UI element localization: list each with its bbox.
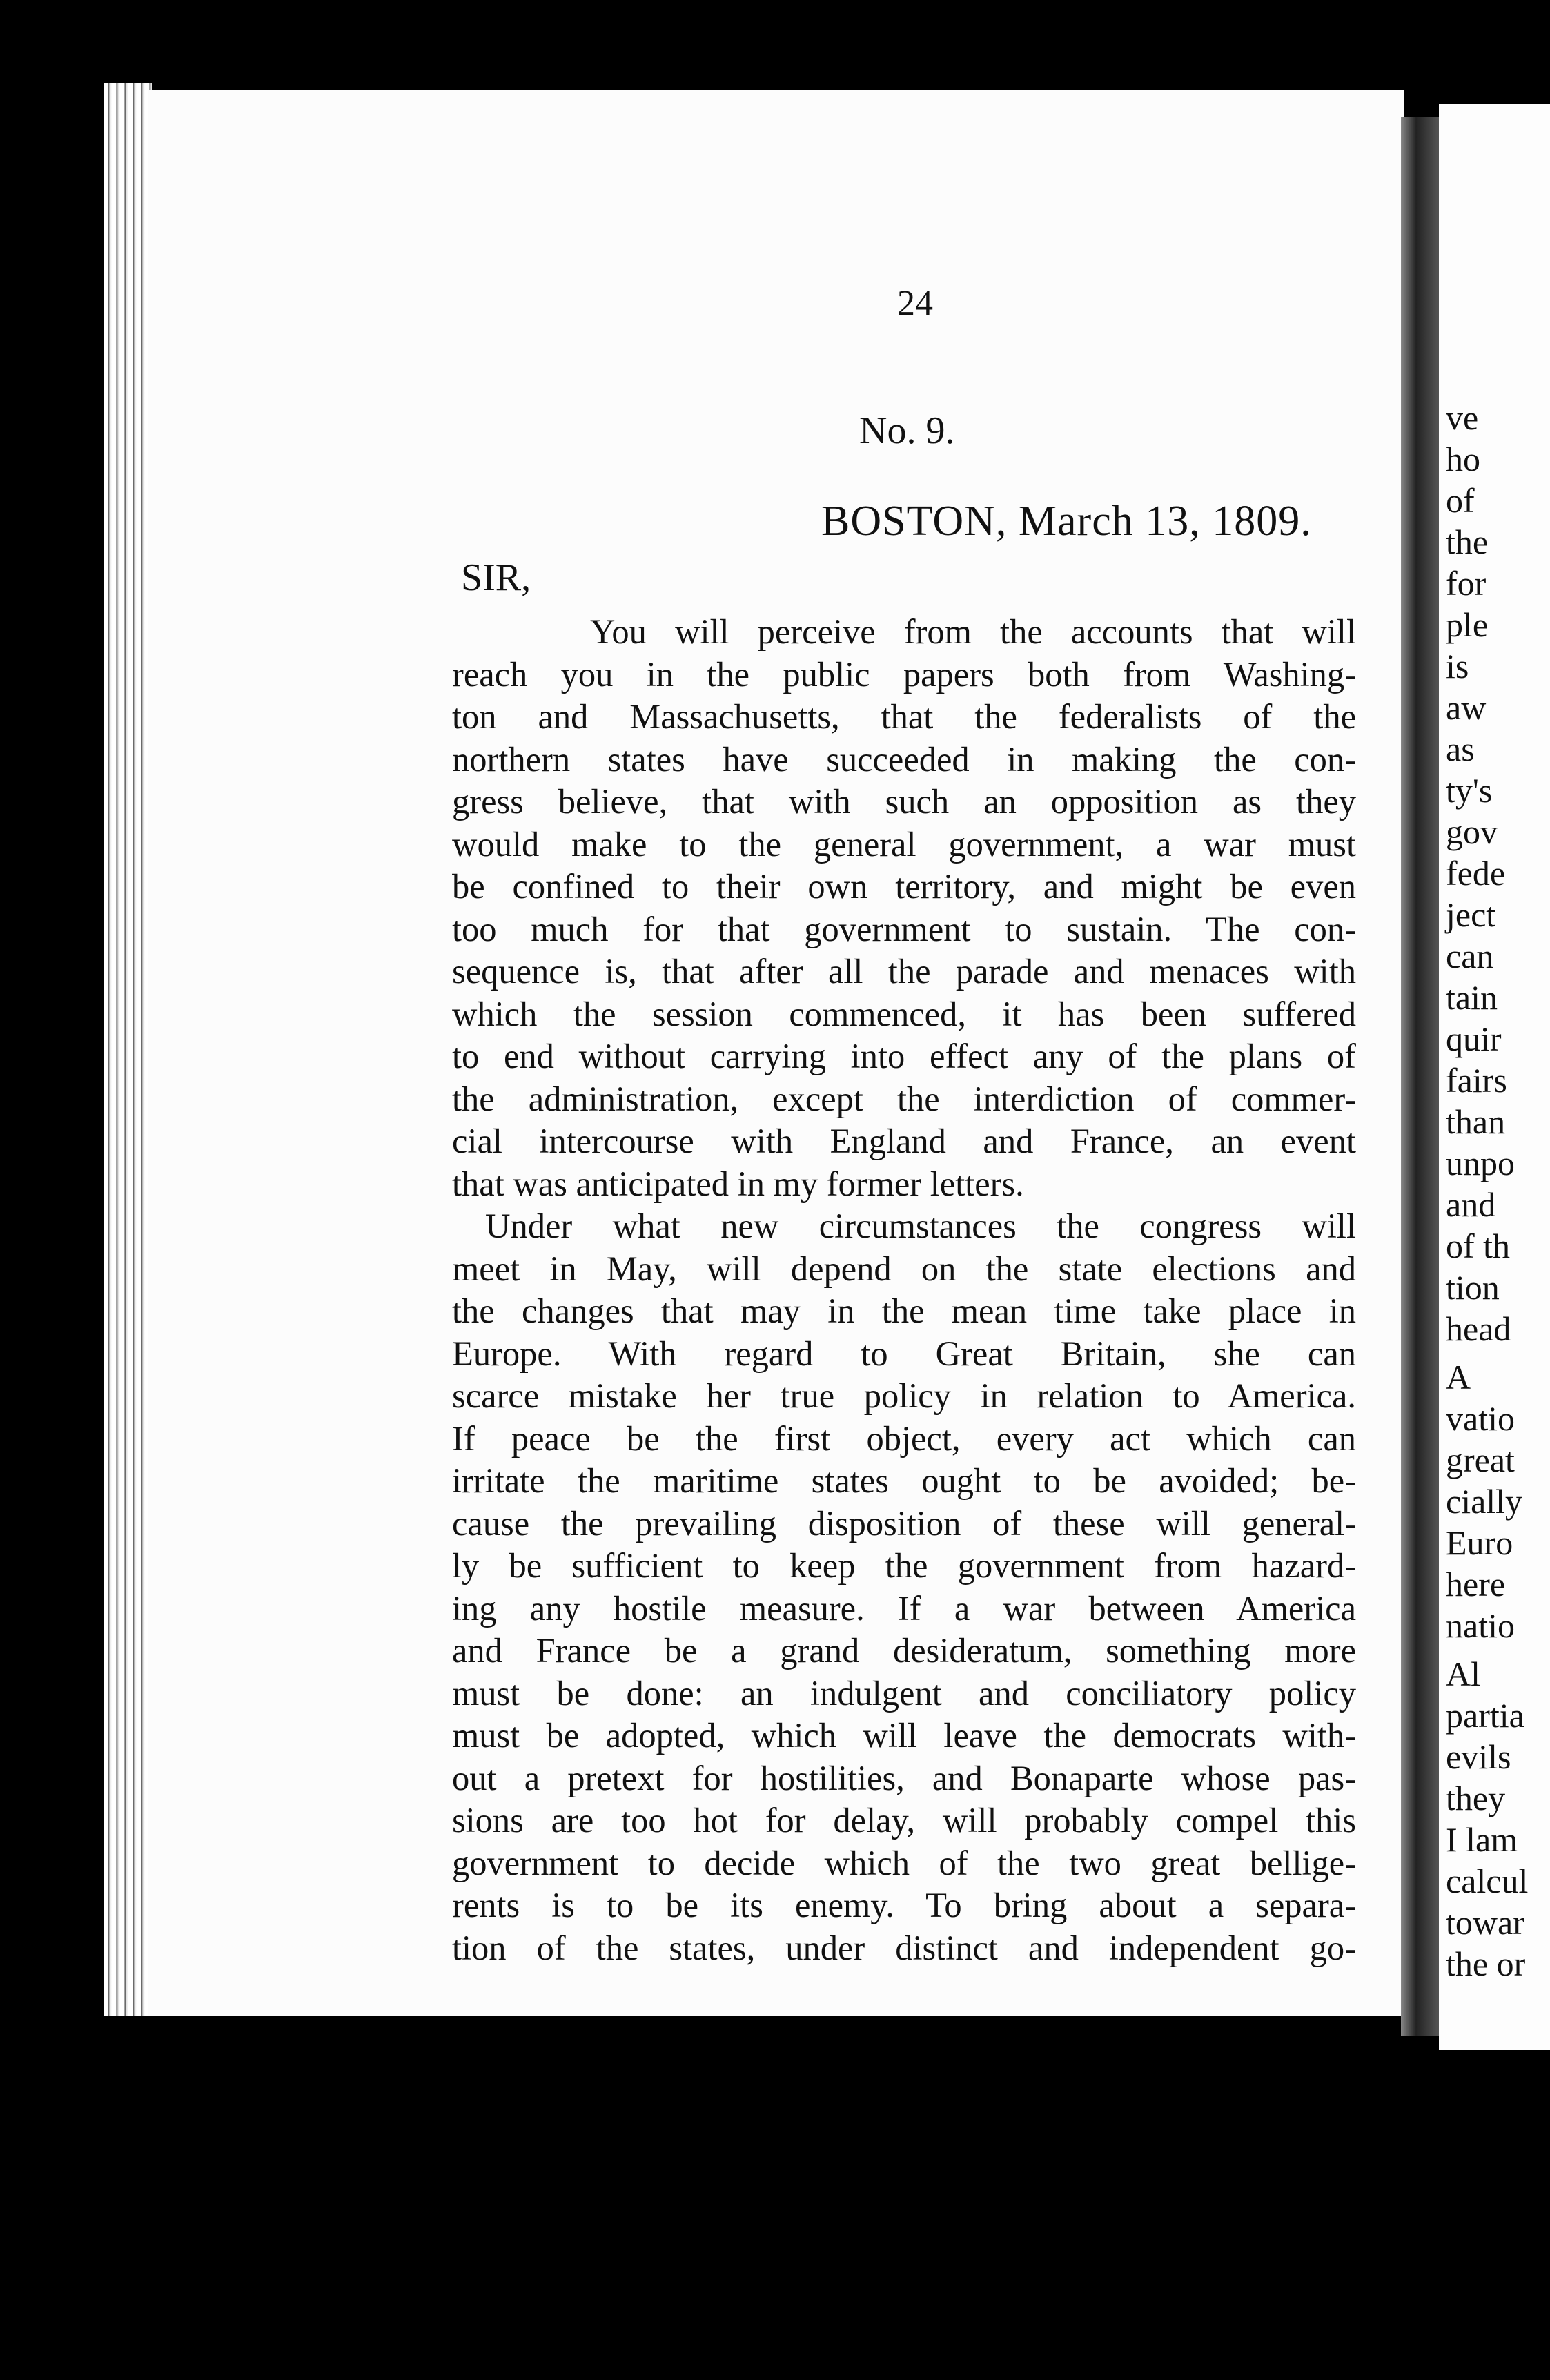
- right-page-fragment: [1439, 104, 1550, 2050]
- fragment-line: here: [1446, 1565, 1506, 1603]
- fragment-line: natio: [1446, 1606, 1515, 1645]
- page-edge: [104, 83, 152, 2016]
- text-line: reach you in the public papers both from Washing-: [452, 654, 1356, 694]
- fragment-line: than: [1446, 1102, 1506, 1141]
- text-line: northern states have succeeded in making the con-: [452, 739, 1356, 779]
- fragment-line: and: [1446, 1185, 1496, 1224]
- fragment-line: great: [1446, 1441, 1515, 1479]
- fragment-line: quir: [1446, 1020, 1502, 1058]
- fragment-line: partia: [1446, 1696, 1524, 1735]
- paragraph-1: [452, 611, 1356, 1205]
- text-line: cial intercourse with England and France, an event: [452, 1122, 1356, 1160]
- letter-body: [452, 611, 1356, 1969]
- fragment-line: evils: [1446, 1737, 1511, 1776]
- paragraph-2: [452, 1205, 1356, 1969]
- text-line: You will perceive from the accounts that will: [590, 612, 1356, 651]
- fragment-line: ple: [1446, 605, 1489, 644]
- text-line: irritate the maritime states ought to be avoided; be-: [452, 1461, 1356, 1500]
- fragment-line: A: [1446, 1358, 1471, 1396]
- text-line: out a pretext for hostilities, and Bonaparte whose pas-: [452, 1758, 1356, 1797]
- fragment-line: gov: [1446, 812, 1498, 851]
- fragment-line: of th: [1446, 1227, 1511, 1265]
- text-line: which the session commenced, it has been suffered: [452, 994, 1356, 1033]
- text-line: must be adopted, which will leave the democrats with-: [452, 1716, 1356, 1755]
- fragment-line: cially: [1446, 1482, 1523, 1521]
- fragment-line: I lam: [1446, 1820, 1518, 1859]
- fragment-line: tain: [1446, 978, 1498, 1017]
- fragment-line: head: [1446, 1309, 1511, 1348]
- text-line: cause the prevailing disposition of these will general-: [452, 1503, 1356, 1543]
- fragment-line: ho: [1446, 440, 1480, 478]
- text-line: too much for that government to sustain. The con-: [452, 909, 1356, 948]
- fragment-line: of: [1446, 481, 1475, 520]
- text-line: the administration, except the interdiction of commer-: [452, 1079, 1356, 1118]
- fragment-line: as: [1446, 730, 1475, 768]
- text-line: If peace be the first object, every act which can: [452, 1418, 1356, 1458]
- fragment-line: aw: [1446, 688, 1487, 727]
- dateline: BOSTON, March 13, 1809.: [821, 498, 1312, 545]
- text-line: to end without carrying into effect any of the plans of: [452, 1037, 1356, 1075]
- fragment-line: is: [1446, 647, 1469, 685]
- text-line: government to decide which of the two great bellige-: [452, 1843, 1356, 1882]
- fragment-line: Euro: [1446, 1523, 1513, 1562]
- fragment-line: fede: [1446, 854, 1506, 892]
- text-line: sions are too hot for delay, will probably compel this: [452, 1801, 1356, 1840]
- letter-number: No. 9.: [859, 409, 955, 452]
- text-line: and France be a grand desideratum, something more: [452, 1631, 1356, 1670]
- fragment-line: Al: [1446, 1655, 1480, 1693]
- text-line: gress believe, that with such an opposition as they: [452, 782, 1356, 821]
- fragment-line: ty's: [1446, 771, 1493, 810]
- fragment-line: calcul: [1446, 1862, 1529, 1900]
- fragment-line: for: [1446, 564, 1487, 603]
- text-line: tion of the states, under distinct and independent go-: [452, 1928, 1356, 1967]
- text-line: ly be sufficient to keep the government from hazard-: [452, 1546, 1356, 1585]
- text-line: the changes that may in the mean time take place in: [452, 1291, 1356, 1330]
- text-line: would make to the general government, a war must: [452, 824, 1356, 864]
- fragment-line: ve: [1446, 398, 1479, 437]
- fragment-line: can: [1446, 937, 1494, 975]
- text-line: Under what new circumstances the congress will: [485, 1207, 1356, 1245]
- salutation: SIR,: [461, 556, 531, 599]
- fragment-line: towar: [1446, 1903, 1524, 1942]
- fragment-line: unpo: [1446, 1144, 1515, 1182]
- fragment-line: fairs: [1446, 1061, 1507, 1100]
- text-line: be confined to their own territory, and might be even: [452, 867, 1356, 906]
- fragment-line: vatio: [1446, 1399, 1515, 1438]
- book-gutter: [1401, 117, 1439, 2036]
- fragment-line: they: [1446, 1779, 1506, 1817]
- text-line: that was anticipated in my former letters.: [452, 1164, 1024, 1203]
- text-line: rents is to be its enemy. To bring about a separa-: [452, 1886, 1356, 1924]
- text-line: Europe. With regard to Great Britain, she can: [452, 1334, 1356, 1373]
- page-number: 24: [897, 284, 933, 323]
- text-line: ing any hostile measure. If a war between America: [452, 1588, 1356, 1628]
- fragment-line: tion: [1446, 1268, 1500, 1307]
- text-line: sequence is, that after all the parade and menaces with: [452, 952, 1356, 991]
- fragment-line: the or: [1446, 1944, 1526, 1983]
- fragment-line: ject: [1446, 895, 1496, 934]
- text-line: must be done: an indulgent and conciliatory policy: [452, 1673, 1356, 1713]
- text-line: meet in May, will depend on the state elections and: [452, 1249, 1356, 1288]
- fragment-line: the: [1446, 523, 1489, 561]
- text-line: ton and Massachusetts, that the federalists of the: [452, 697, 1356, 736]
- text-line: scarce mistake her true policy in relation to America.: [452, 1376, 1356, 1415]
